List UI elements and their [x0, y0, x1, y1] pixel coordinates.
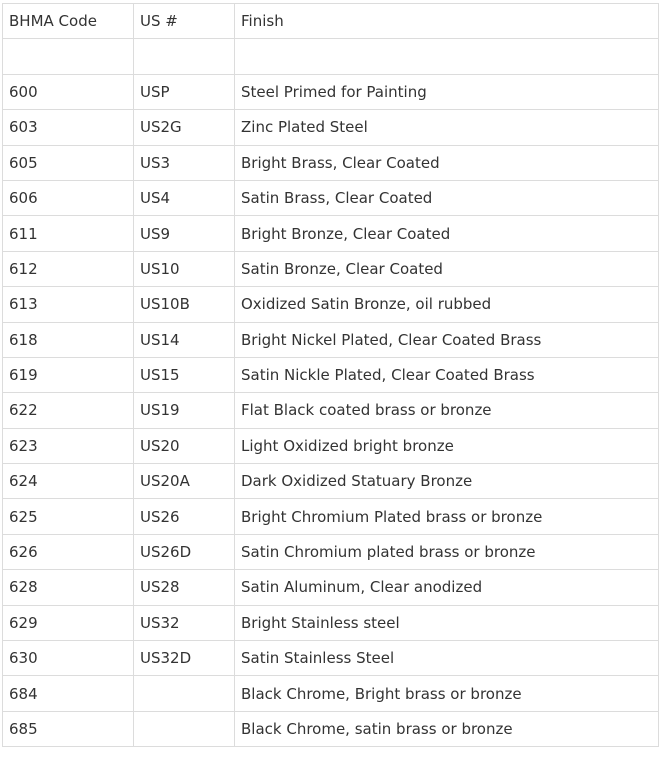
cell-bhma-code: 618 — [3, 322, 134, 357]
table-row — [3, 393, 659, 428]
cell-finish: Satin Aluminum, Clear anodized — [235, 570, 659, 605]
cell-us-number: US20A — [134, 464, 235, 499]
cell-bhma-code: 619 — [3, 357, 134, 392]
cell-finish: Satin Nickle Plated, Clear Coated Brass — [235, 357, 659, 392]
cell-finish: Flat Black coated brass or bronze — [235, 393, 659, 428]
cell-bhma-code: 611 — [3, 216, 134, 251]
cell-finish: Satin Brass, Clear Coated — [235, 180, 659, 215]
table-row — [3, 180, 659, 215]
header-finish: Finish — [235, 4, 659, 39]
table-row — [3, 39, 659, 74]
cell-bhma-code: 685 — [3, 711, 134, 746]
table-row — [3, 322, 659, 357]
finish-table — [2, 3, 659, 747]
cell-us-number: US28 — [134, 570, 235, 605]
cell-us-number — [134, 711, 235, 746]
cell-finish: Bright Brass, Clear Coated — [235, 145, 659, 180]
cell-bhma-code: 624 — [3, 464, 134, 499]
cell-bhma-code: 629 — [3, 605, 134, 640]
table-row — [3, 145, 659, 180]
table-row — [3, 216, 659, 251]
cell-bhma-code: 630 — [3, 641, 134, 676]
table-row — [3, 251, 659, 286]
cell-bhma-code: 612 — [3, 251, 134, 286]
cell-bhma-code: 603 — [3, 110, 134, 145]
table-row — [3, 428, 659, 463]
cell-finish: Black Chrome, Bright brass or bronze — [235, 676, 659, 711]
finish-table-container — [2, 3, 659, 747]
table-body — [3, 39, 659, 747]
cell-finish: Bright Bronze, Clear Coated — [235, 216, 659, 251]
cell-us-number: US32D — [134, 641, 235, 676]
table-row — [3, 711, 659, 746]
cell-us-number: US10B — [134, 287, 235, 322]
cell-us-number: US15 — [134, 357, 235, 392]
header-row — [3, 4, 659, 39]
table-row — [3, 676, 659, 711]
table-row — [3, 534, 659, 569]
cell-finish: Bright Stainless steel — [235, 605, 659, 640]
cell-finish: Dark Oxidized Statuary Bronze — [235, 464, 659, 499]
cell-bhma-code: 625 — [3, 499, 134, 534]
table-row — [3, 357, 659, 392]
cell-bhma-code: 623 — [3, 428, 134, 463]
table-row — [3, 499, 659, 534]
cell-bhma-code: 626 — [3, 534, 134, 569]
header-bhma-code: BHMA Code — [3, 4, 134, 39]
cell-bhma-code: 613 — [3, 287, 134, 322]
cell-finish: Bright Nickel Plated, Clear Coated Brass — [235, 322, 659, 357]
table-row — [3, 110, 659, 145]
cell-finish: Zinc Plated Steel — [235, 110, 659, 145]
cell-us-number — [134, 676, 235, 711]
table-row — [3, 605, 659, 640]
cell-finish: Satin Bronze, Clear Coated — [235, 251, 659, 286]
cell-bhma-code: 628 — [3, 570, 134, 605]
table-row — [3, 74, 659, 109]
cell-us-number: US9 — [134, 216, 235, 251]
cell-us-number: US10 — [134, 251, 235, 286]
header-us-number: US # — [134, 4, 235, 39]
cell-us-number: US2G — [134, 110, 235, 145]
cell-us-number: US26D — [134, 534, 235, 569]
table-row — [3, 570, 659, 605]
cell-us-number: USP — [134, 74, 235, 109]
cell-us-number: US32 — [134, 605, 235, 640]
cell-finish: Light Oxidized bright bronze — [235, 428, 659, 463]
cell-us-number: US3 — [134, 145, 235, 180]
cell-bhma-code: 600 — [3, 74, 134, 109]
cell-finish: Steel Primed for Painting — [235, 74, 659, 109]
table-row — [3, 464, 659, 499]
table-row — [3, 287, 659, 322]
table-row — [3, 641, 659, 676]
cell-finish: Oxidized Satin Bronze, oil rubbed — [235, 287, 659, 322]
cell-us-number: US4 — [134, 180, 235, 215]
cell-us-number: US20 — [134, 428, 235, 463]
cell-bhma-code — [3, 39, 134, 74]
cell-us-number: US26 — [134, 499, 235, 534]
cell-finish: Bright Chromium Plated brass or bronze — [235, 499, 659, 534]
cell-bhma-code: 622 — [3, 393, 134, 428]
cell-finish — [235, 39, 659, 74]
cell-bhma-code: 605 — [3, 145, 134, 180]
cell-finish: Black Chrome, satin brass or bronze — [235, 711, 659, 746]
cell-us-number — [134, 39, 235, 74]
cell-finish: Satin Chromium plated brass or bronze — [235, 534, 659, 569]
cell-us-number: US14 — [134, 322, 235, 357]
cell-bhma-code: 684 — [3, 676, 134, 711]
cell-us-number: US19 — [134, 393, 235, 428]
cell-finish: Satin Stainless Steel — [235, 641, 659, 676]
cell-bhma-code: 606 — [3, 180, 134, 215]
